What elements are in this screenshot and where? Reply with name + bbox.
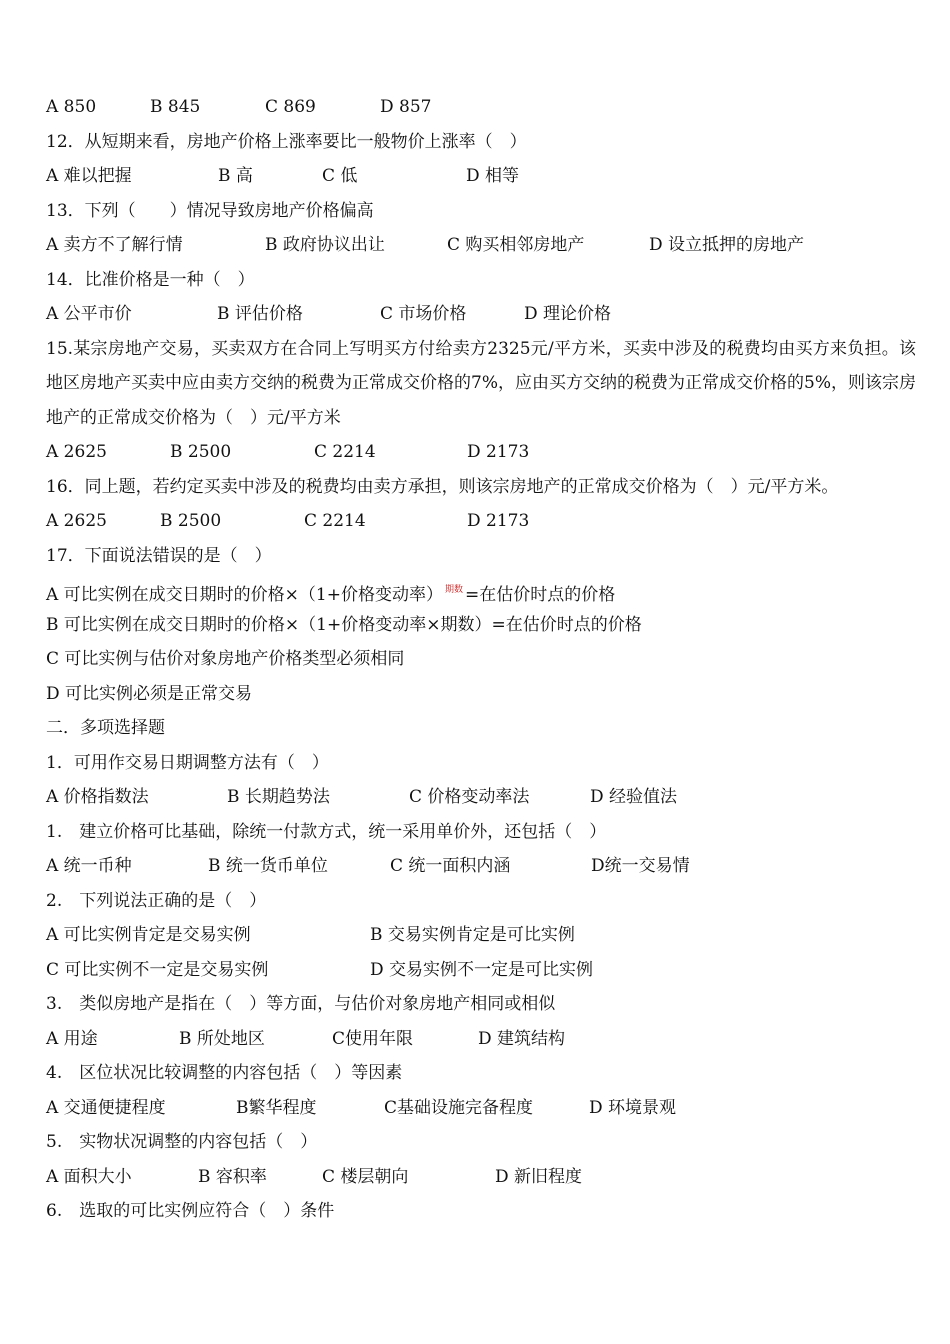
q11-option-c: C 869 bbox=[265, 97, 316, 117]
m5-option-c: C 楼层朝向 bbox=[322, 1166, 409, 1187]
q14-option-b: B 评估价格 bbox=[217, 304, 303, 324]
m1-options bbox=[46, 780, 916, 815]
q16-stem: 16．同上题，若约定买卖中涉及的税费均由卖方承担，则该宗房地产的正常成交价格为（ ）元/平方米。 bbox=[46, 476, 839, 497]
m2-option-c: C 可比实例不一定是交易实例 bbox=[46, 959, 269, 980]
m5-stem: 5. 实物状况调整的内容包括（ ） bbox=[46, 1132, 318, 1152]
m1b-options bbox=[46, 849, 916, 884]
m1-option-a: A 价格指数法 bbox=[46, 787, 149, 807]
q13-option-a: A 卖方不了解行情 bbox=[46, 235, 183, 255]
q11-options bbox=[46, 90, 916, 125]
q17-option-a-superscript: 期数 bbox=[444, 585, 463, 595]
m4-options bbox=[46, 1091, 916, 1126]
q12-option-c: C 低 bbox=[322, 166, 358, 186]
q16-option-a: A 2625 bbox=[46, 511, 107, 531]
m5-options bbox=[46, 1160, 916, 1195]
q15-options bbox=[46, 435, 916, 470]
q13-option-c: C 购买相邻房地产 bbox=[447, 235, 585, 255]
q13-stem: 13．下列（ ）情况导致房地产价格偏高 bbox=[46, 200, 374, 221]
m1-stem: 1．可用作交易日期调整方法有（ ） bbox=[46, 752, 329, 773]
m4-option-d: D 环境景观 bbox=[589, 1097, 677, 1118]
m2-stem: 2. 下列说法正确的是（ ） bbox=[46, 890, 267, 911]
q15-option-d: D 2173 bbox=[467, 442, 530, 462]
q16-options bbox=[46, 504, 916, 539]
m1b-option-b: B 统一货币单位 bbox=[208, 856, 328, 876]
q15-option-c: C 2214 bbox=[314, 442, 376, 462]
q14-stem: 14．比准价格是一种（ ） bbox=[46, 269, 255, 290]
q12-option-a: A 难以把握 bbox=[46, 166, 132, 186]
m3-option-d: D 建筑结构 bbox=[478, 1028, 566, 1049]
q17-option-d: D 可比实例必须是正常交易 bbox=[46, 683, 253, 704]
q16-option-d: D 2173 bbox=[467, 511, 530, 531]
q12-option-d: D 相等 bbox=[466, 166, 520, 186]
m2-option-a: A 可比实例肯定是交易实例 bbox=[46, 925, 251, 945]
q14-option-c: C 市场价格 bbox=[380, 304, 467, 324]
q17-option-a bbox=[46, 573, 916, 608]
m1-option-b: B 长期趋势法 bbox=[227, 787, 330, 807]
q11-option-b: B 845 bbox=[150, 97, 201, 117]
m3-stem: 3. 类似房地产是指在（ ）等方面，与估价对象房地产相同或相似 bbox=[46, 994, 556, 1014]
q15-option-a: A 2625 bbox=[46, 442, 107, 462]
m6-stem: 6. 选取的可比实例应符合（ ）条件 bbox=[46, 1201, 335, 1221]
m5-option-d: D 新旧程度 bbox=[495, 1166, 583, 1187]
m4-stem: 4. 区位状况比较调整的内容包括（ ）等因素 bbox=[46, 1063, 403, 1083]
m4-option-a: A 交通便捷程度 bbox=[46, 1097, 166, 1118]
m5-option-b: B 容积率 bbox=[198, 1166, 267, 1187]
q12-options bbox=[46, 159, 916, 194]
q14-options bbox=[46, 297, 916, 332]
section-2-title: 二．多项选择题 bbox=[46, 718, 165, 738]
q11-option-d: D 857 bbox=[380, 97, 432, 117]
m1b-option-a: A 统一币种 bbox=[46, 856, 132, 876]
m3-option-b: B 所处地区 bbox=[179, 1028, 265, 1049]
m1b-option-d: D统一交易情 bbox=[591, 856, 690, 876]
q13-option-d: D 设立抵押的房地产 bbox=[649, 235, 805, 255]
m1b-option-c: C 统一面积内涵 bbox=[390, 856, 511, 876]
m3-option-c: C使用年限 bbox=[332, 1028, 414, 1049]
m1-option-d: D 经验值法 bbox=[590, 787, 678, 807]
q15-stem: 15.某宗房地产交易，买卖双方在合同上写明买方付给卖方2325元/平方米，买卖中涉及的税费均由买方来负担。该地区房地产买卖中应由卖方交纳的税费为正常成交价格的7%，应由买方交纳的税费为正常成交价格的5%，则该宗房地产的正常成交价格为（ ）元/平方米 bbox=[46, 338, 916, 428]
m3-options bbox=[46, 1022, 916, 1057]
q12-option-b: B 高 bbox=[218, 166, 253, 186]
m3-option-a: A 用途 bbox=[46, 1028, 98, 1049]
q13-options bbox=[46, 228, 916, 263]
m2-options-row2 bbox=[46, 953, 916, 988]
q14-option-d: D 理论价格 bbox=[524, 304, 612, 324]
q17-option-b: B 可比实例在成交日期时的价格×（1+价格变动率×期数）=在估价时点的价格 bbox=[46, 614, 642, 635]
m5-option-a: A 面积大小 bbox=[46, 1166, 132, 1187]
m1b-stem: 1. 建立价格可比基础，除统一付款方式，统一采用单价外，还包括（ ） bbox=[46, 821, 607, 842]
q11-option-a: A 850 bbox=[46, 97, 97, 117]
m2-option-d: D 交易实例不一定是可比实例 bbox=[370, 959, 594, 980]
q16-option-c: C 2214 bbox=[304, 511, 366, 531]
q13-option-b: B 政府协议出让 bbox=[265, 235, 385, 255]
document-page bbox=[46, 90, 916, 1229]
q12-stem: 12．从短期来看，房地产价格上涨率要比一般物价上涨率（ ） bbox=[46, 131, 527, 152]
q17-stem: 17．下面说法错误的是（ ） bbox=[46, 545, 272, 566]
q17-option-a-text: A 可比实例在成交日期时的价格×（1+价格变动率） bbox=[46, 585, 443, 605]
m4-option-b: B繁华程度 bbox=[236, 1097, 317, 1118]
q17-option-c: C 可比实例与估价对象房地产价格类型必须相同 bbox=[46, 649, 405, 669]
m1-option-c: C 价格变动率法 bbox=[409, 787, 530, 807]
m2-options-row1 bbox=[46, 918, 916, 953]
m2-option-b: B 交易实例肯定是可比实例 bbox=[370, 925, 575, 945]
q15-option-b: B 2500 bbox=[170, 442, 232, 462]
q16-option-b: B 2500 bbox=[160, 511, 222, 531]
q17-option-a-tail: =在估价时点的价格 bbox=[465, 585, 616, 605]
m4-option-c: C基础设施完备程度 bbox=[384, 1097, 534, 1118]
q14-option-a: A 公平市价 bbox=[46, 304, 132, 324]
